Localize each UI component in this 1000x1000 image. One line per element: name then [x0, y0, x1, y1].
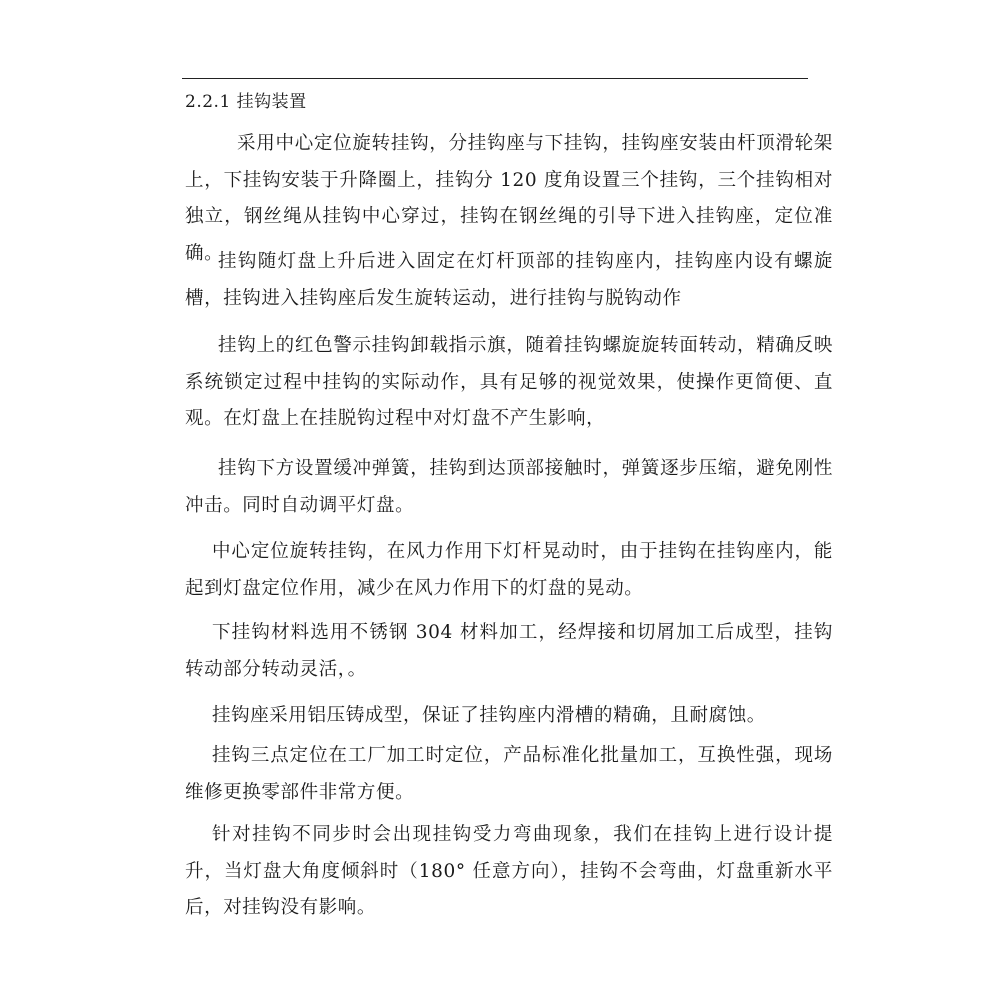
paragraph-tilt-resistance: 针对挂钩不同步时会出现挂钩受力弯曲现象，我们在挂钩上进行设计提升，当灯盘大角度倾斜时（180° 任意方向），挂钩不会弯曲，灯盘重新水平后，对挂钩没有影响。: [185, 824, 833, 918]
paragraph-three-point-positioning: 挂钩三点定位在工厂加工时定位，产品标准化批量加工，互换性强，现场维修更换零部件非常方便。: [185, 745, 833, 803]
paragraph-hook-entry: 挂钩随灯盘上升后进入固定在灯杆顶部的挂钩座内，挂钩座内设有螺旋槽，挂钩进入挂钩座后发生旋转运动，进行挂钩与脱钩动作: [185, 251, 833, 309]
paragraph-wind-positioning: 中心定位旋转挂钩，在风力作用下灯杆晃动时，由于挂钩在挂钩座内，能起到灯盘定位作用，减少在风力作用下的灯盘的晃动。: [185, 541, 833, 599]
header-rule: [182, 78, 808, 79]
paragraph-buffer-spring: 挂钩下方设置缓冲弹簧，挂钩到达顶部接触时，弹簧逐步压缩，避免刚性冲击。同时自动调平灯盘。: [185, 458, 833, 516]
paragraph-hook-material: 下挂钩材料选用不锈钢 304 材料加工，经焊接和切屑加工后成型，挂钩转动部分转动灵活，。: [185, 622, 833, 680]
paragraph-warning-flag: 挂钩上的红色警示挂钩卸载指示旗，随着挂钩螺旋旋转面转动，精确反映系统锁定过程中挂钩的实际动作，具有足够的视觉效果，使操作更简便、直观。在灯盘上在挂脱钩过程中对灯盘不产生影响，: [185, 335, 833, 429]
section-heading: 2.2.1 挂钩装置: [185, 92, 307, 112]
paragraph-hook-overview: 采用中心定位旋转挂钩，分挂钩座与下挂钩，挂钩座安装由杆顶滑轮架上，下挂钩安装于升降圈上，挂钩分 120 度角设置三个挂钩，三个挂钩相对独立，钢丝绳从挂钩中心穿过，挂钩在钢丝绳的引导下进入挂钩座，定位准确。: [185, 133, 833, 264]
paragraph-hook-seat-casting: 挂钩座采用铝压铸成型，保证了挂钩座内滑槽的精确，且耐腐蚀。: [212, 705, 766, 726]
